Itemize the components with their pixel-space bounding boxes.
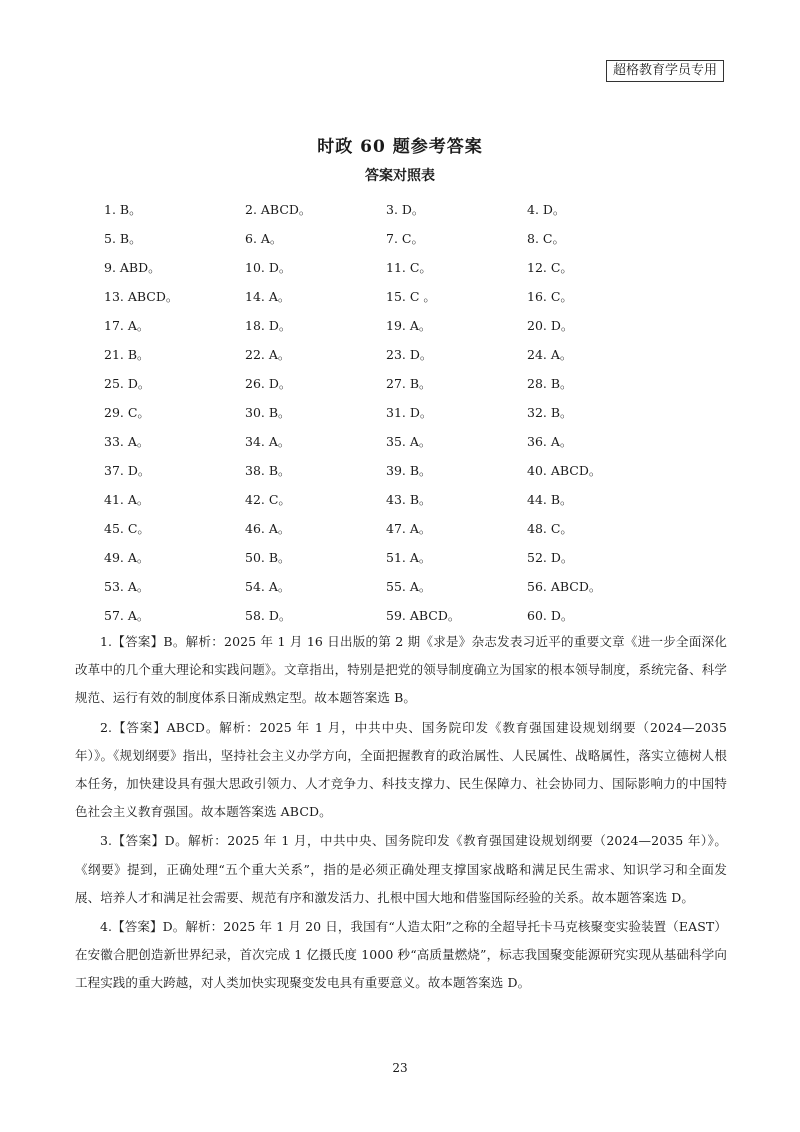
answer-cell: 3. D。	[386, 201, 425, 217]
answer-cell: 16. C。	[527, 288, 573, 304]
answer-cell: 26. D。	[245, 375, 292, 391]
answer-cell: 7. C。	[386, 230, 424, 246]
answer-cell: 54. A。	[245, 578, 291, 594]
answer-cell: 25. D。	[104, 375, 151, 391]
explanation-paragraph: 3.【答案】D。解析：2025 年 1 月，中共中央、国务院印发《教育强国建设规划纲要（2024—2035 年）》。《纲要》提到，正确处理“五个重大关系”，指的是必须正确处理支撑国家战略和满足民生需求、知识学习和全面发展、培养人才和满足社会需要、规范有序和激发活力、扎根中国大地和借鉴国际经验的关系。故本题答案选 D。	[75, 833, 727, 905]
answer-cell: 34. A。	[245, 433, 291, 449]
answer-cell: 38. B。	[245, 462, 291, 478]
answer-cell: 45. C。	[104, 520, 150, 536]
answer-row	[104, 426, 704, 455]
answer-row	[104, 455, 704, 484]
answer-row	[104, 252, 704, 281]
answer-cell: 39. B。	[386, 462, 432, 478]
answer-cell: 14. A。	[245, 288, 291, 304]
answer-cell: 49. A。	[104, 549, 150, 565]
answer-cell: 59. ABCD。	[386, 607, 461, 623]
answer-cell: 56. ABCD。	[527, 578, 602, 594]
page-number: 23	[392, 1061, 408, 1075]
answer-cell: 32. B。	[527, 404, 573, 420]
answer-cell: 50. B。	[245, 549, 291, 565]
answer-cell: 12. C。	[527, 259, 573, 275]
answer-cell: 2. ABCD。	[245, 201, 312, 217]
answer-cell: 18. D。	[245, 317, 292, 333]
answer-cell: 57. A。	[104, 607, 150, 623]
answer-cell: 20. D。	[527, 317, 574, 333]
answer-cell: 11. C。	[386, 259, 432, 275]
answer-cell: 22. A。	[245, 346, 291, 362]
page-title: 时政 60 题参考答案	[317, 137, 483, 157]
answer-cell: 33. A。	[104, 433, 150, 449]
explanations	[75, 628, 727, 999]
answer-cell: 19. A。	[386, 317, 432, 333]
answer-cell: 23. D。	[386, 346, 433, 362]
answer-cell: 28. B。	[527, 375, 573, 391]
answer-row	[104, 571, 704, 600]
explanation-paragraph: 1.【答案】B。解析：2025 年 1 月 16 日出版的第 2 期《求是》杂志发表习近平的重要文章《进一步全面深化改革中的几个重大理论和实践问题》。文章指出，特别是把党的领导制度确立为国家的根本领导制度，系统完备、科学规范、运行有效的制度体系日渐成熟定型。故本题答案选 B。	[75, 634, 727, 706]
answer-cell: 10. D。	[245, 259, 292, 275]
answer-row	[104, 600, 704, 629]
table-title: 答案对照表	[365, 168, 435, 184]
answer-cell: 17. A。	[104, 317, 150, 333]
answer-cell: 24. A。	[527, 346, 573, 362]
answer-cell: 5. B。	[104, 230, 142, 246]
explanation-paragraph: 4.【答案】D。解析：2025 年 1 月 20 日，我国有“人造太阳”之称的全超导托卡马克核聚变实验装置（EAST）在安徽合肥创造新世界纪录，首次完成 1 亿摄氏度 1000 秒“高质量燃烧”，标志我国聚变能源研究实现从基础科学向工程实践的重大跨越，对人类加快实现聚变发电具有重要意义。故本题答案选 D。	[75, 919, 727, 991]
answer-cell: 58. D。	[245, 607, 292, 623]
answer-cell: 27. B。	[386, 375, 432, 391]
answer-row	[104, 368, 704, 397]
answer-cell: 9. ABD。	[104, 259, 161, 275]
answer-cell: 53. A。	[104, 578, 150, 594]
answer-row	[104, 310, 704, 339]
answer-cell: 31. D。	[386, 404, 433, 420]
answer-cell: 29. C。	[104, 404, 150, 420]
answer-table	[104, 194, 704, 629]
answer-row	[104, 194, 704, 223]
answer-cell: 36. A。	[527, 433, 573, 449]
answer-cell: 4. D。	[527, 201, 566, 217]
answer-row	[104, 397, 704, 426]
answer-cell: 42. C。	[245, 491, 291, 507]
answer-cell: 15. C 。	[386, 288, 436, 304]
answer-cell: 55. A。	[386, 578, 432, 594]
answer-cell: 1. B。	[104, 201, 142, 217]
answer-cell: 60. D。	[527, 607, 574, 623]
answer-cell: 48. C。	[527, 520, 573, 536]
answer-cell: 47. A。	[386, 520, 432, 536]
header-tag: 超格教育学员专用	[606, 60, 724, 82]
answer-cell: 44. B。	[527, 491, 573, 507]
answer-row	[104, 542, 704, 571]
explanation-paragraph: 2.【答案】ABCD。解析：2025 年 1 月，中共中央、国务院印发《教育强国建设规划纲要（2024—2035 年）》。《规划纲要》指出，坚持社会主义办学方向，全面把握教育的政治属性、人民属性、战略属性，落实立德树人根本任务，加快建设具有强大思政引领力、人才竞争力、科技支撑力、民生保障力、社会协同力、国际影响力的中国特色社会主义教育强国。故本题答案选 ABCD。	[75, 719, 727, 820]
answer-cell: 43. B。	[386, 491, 432, 507]
answer-row	[104, 513, 704, 542]
answer-cell: 41. A。	[104, 491, 150, 507]
answer-cell: 37. D。	[104, 462, 151, 478]
answer-row	[104, 484, 704, 513]
answer-cell: 35. A。	[386, 433, 432, 449]
answer-cell: 52. D。	[527, 549, 574, 565]
answer-cell: 46. A。	[245, 520, 291, 536]
answer-cell: 51. A。	[386, 549, 432, 565]
answer-cell: 30. B。	[245, 404, 291, 420]
answer-row	[104, 339, 704, 368]
answer-cell: 40. ABCD。	[527, 462, 602, 478]
answer-cell: 13. ABCD。	[104, 288, 179, 304]
answer-cell: 8. C。	[527, 230, 565, 246]
answer-row	[104, 223, 704, 252]
answer-row	[104, 281, 704, 310]
answer-cell: 6. A。	[245, 230, 283, 246]
answer-cell: 21. B。	[104, 346, 150, 362]
